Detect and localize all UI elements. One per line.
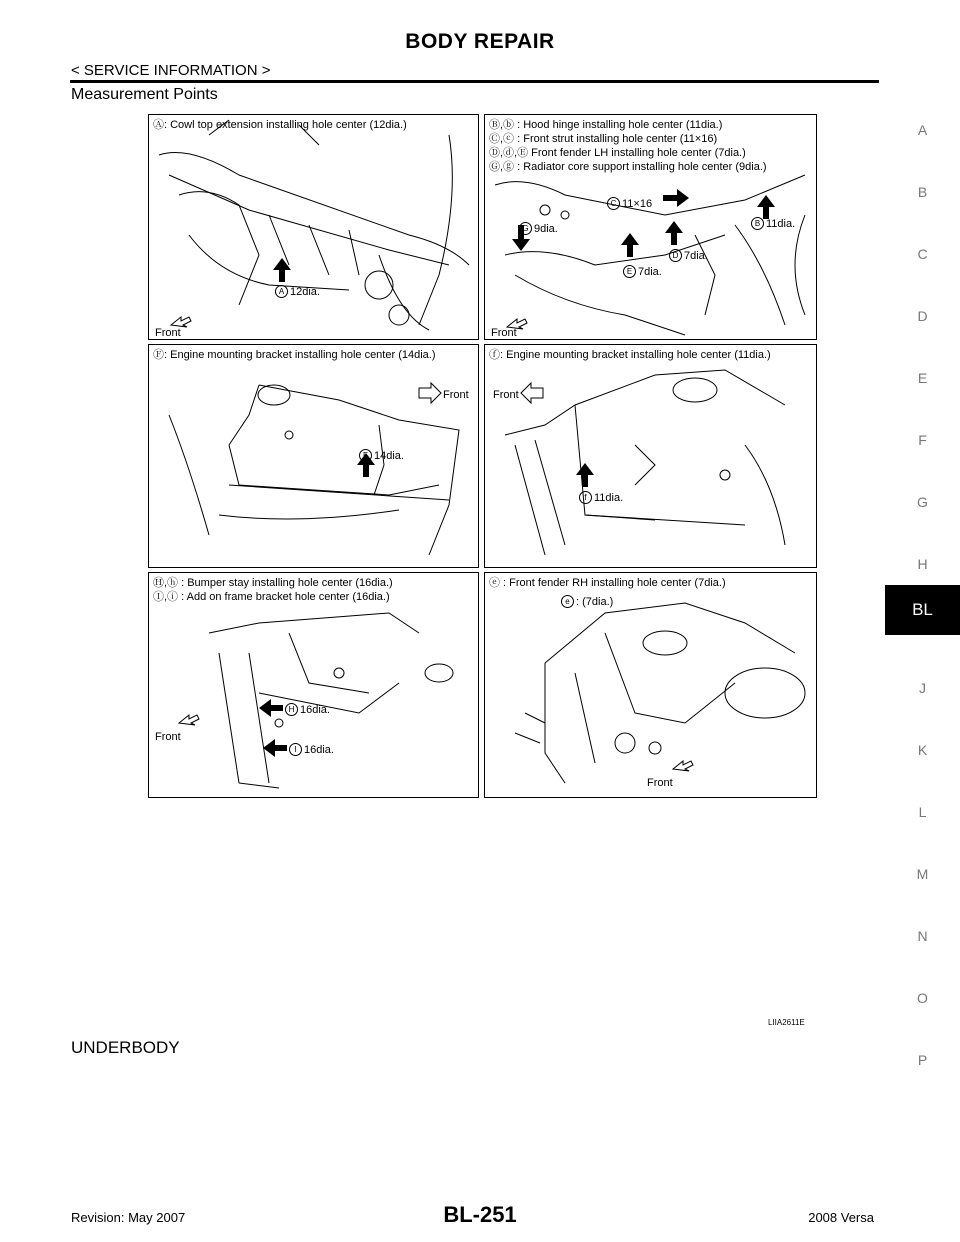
front-label: Front xyxy=(647,777,673,789)
panel-legend xyxy=(489,118,767,174)
measurement-points-figure xyxy=(148,114,817,798)
callout-letter: A xyxy=(275,285,288,298)
callout-f-lower xyxy=(579,491,623,504)
front-label: Front xyxy=(155,731,181,743)
panel-legend xyxy=(489,576,726,590)
header-rule xyxy=(70,80,879,83)
callout-text: 7dia. xyxy=(684,249,708,262)
engine-mount-11-drawing xyxy=(485,345,817,568)
section-tab-l[interactable]: L xyxy=(918,804,927,820)
figure-id: LIIA2611E xyxy=(768,1018,805,1027)
engine-mount-14-drawing xyxy=(149,345,479,568)
callout-letter: F xyxy=(359,449,372,462)
callout-i xyxy=(289,743,334,756)
callout-letter: H xyxy=(285,703,298,716)
callout-f xyxy=(359,449,404,462)
front-label: Front xyxy=(493,389,519,401)
section-tab-n[interactable]: N xyxy=(917,928,928,944)
panel-legend xyxy=(153,348,436,362)
panel-legend xyxy=(489,348,771,362)
callout-c xyxy=(607,197,652,210)
callout-e-lower xyxy=(561,595,613,608)
bumper-stay-drawing xyxy=(149,573,479,798)
section-tab-c[interactable]: C xyxy=(917,246,928,262)
callout-text: 11dia. xyxy=(766,217,796,230)
footer-model: 2008 Versa xyxy=(808,1210,874,1225)
section-tab-d[interactable]: D xyxy=(917,308,928,324)
legend-line: Ⓒ,ⓒ : Front strut installing hole center (11×16) xyxy=(489,133,718,145)
callout-text: 9dia. xyxy=(534,222,558,235)
legend-line: Ⓗ,ⓗ : Bumper stay installing hole center (16dia.) xyxy=(153,577,393,589)
breadcrumb[interactable]: < SERVICE INFORMATION > xyxy=(71,62,271,79)
callout-text: 7dia. xyxy=(638,265,662,278)
callout-letter: I xyxy=(289,743,302,756)
page-title: BODY REPAIR xyxy=(405,30,555,53)
legend-line: Ⓘ,ⓘ : Add on frame bracket hole center (16dia.) xyxy=(153,591,390,603)
callout-letter: C xyxy=(607,197,620,210)
callout-text: 12dia. xyxy=(290,285,320,298)
callout-a xyxy=(275,285,320,298)
section-heading: Measurement Points xyxy=(71,86,218,103)
callout-g xyxy=(519,222,558,235)
section-tab-f[interactable]: F xyxy=(918,432,927,448)
legend-line: Ⓓ,ⓓ,Ⓔ Front fender LH installing hole center (7dia.) xyxy=(489,147,746,159)
section-tab-b[interactable]: B xyxy=(917,184,928,200)
section-tab-a[interactable]: A xyxy=(917,122,928,138)
section-tab-k[interactable]: K xyxy=(917,742,928,758)
panel-cowl-top xyxy=(148,114,479,340)
legend-line: Ⓐ: Cowl top extension installing hole center (12dia.) xyxy=(153,119,407,131)
panel-legend xyxy=(153,118,407,132)
legend-line: ⓔ : Front fender RH installing hole center (7dia.) xyxy=(489,577,726,589)
section-tab-j[interactable]: J xyxy=(919,680,926,696)
callout-text: 16dia. xyxy=(304,743,334,756)
callout-text: 16dia. xyxy=(300,703,330,716)
callout-letter: D xyxy=(669,249,682,262)
legend-line: Ⓕ: Engine mounting bracket installing hole center (14dia.) xyxy=(153,349,436,361)
front-label: Front xyxy=(155,327,181,339)
front-label: Front xyxy=(491,327,517,339)
panel-engine-mount-11 xyxy=(484,344,817,568)
callout-e xyxy=(623,265,662,278)
section-tab-h[interactable]: H xyxy=(917,556,928,572)
panel-fender-rh xyxy=(484,572,817,798)
footer-page-number: BL-251 xyxy=(443,1202,517,1227)
legend-line: Ⓑ,ⓑ : Hood hinge installing hole center (11dia.) xyxy=(489,119,723,131)
callout-text: 11×16 xyxy=(622,197,653,210)
legend-line: Ⓖ,ⓖ : Radiator core support installing hole center (9dia.) xyxy=(489,161,767,173)
panel-engine-mount-14 xyxy=(148,344,479,568)
callout-letter: e xyxy=(561,595,574,608)
callout-letter: B xyxy=(751,217,764,230)
callout-letter: E xyxy=(623,265,636,278)
fender-rh-drawing xyxy=(485,573,817,798)
footer-revision: Revision: May 2007 xyxy=(71,1210,186,1225)
callout-d xyxy=(669,249,708,262)
section-tab-g[interactable]: G xyxy=(917,494,928,510)
callout-b xyxy=(751,217,795,230)
front-label: Front xyxy=(443,389,469,401)
callout-text: : (7dia.) xyxy=(576,595,614,608)
callout-letter: f xyxy=(579,491,592,504)
callout-text: 11dia. xyxy=(594,491,624,504)
callout-h xyxy=(285,703,330,716)
section-tab-p[interactable]: P xyxy=(917,1052,928,1068)
underbody-heading: UNDERBODY xyxy=(71,1038,180,1057)
panel-bumper-stay xyxy=(148,572,479,798)
section-tab-m[interactable]: M xyxy=(916,866,929,882)
panel-legend xyxy=(153,576,393,604)
section-tab-bl[interactable]: BL xyxy=(885,585,960,635)
section-tab-e[interactable]: E xyxy=(917,370,928,386)
callout-text: 14dia. xyxy=(374,449,404,462)
section-tab-o[interactable]: O xyxy=(917,990,928,1006)
cowl-top-drawing xyxy=(149,115,479,340)
panel-hood-hinge xyxy=(484,114,817,340)
legend-line: ⓕ: Engine mounting bracket installing hole center (11dia.) xyxy=(489,349,771,361)
callout-letter: G xyxy=(519,222,532,235)
